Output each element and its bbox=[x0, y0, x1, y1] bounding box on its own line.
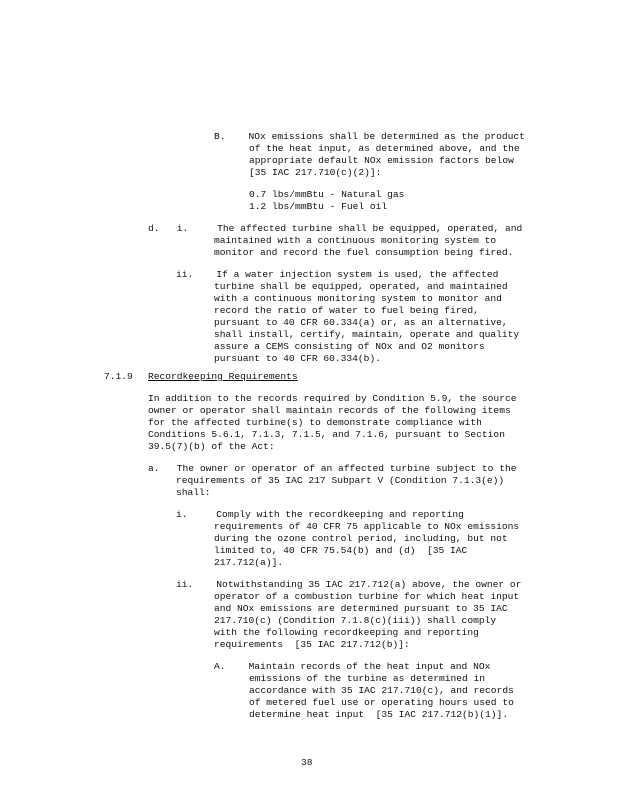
text-line: 39.5(7)(b) of the Act: bbox=[148, 441, 275, 452]
text-line: requirements of 40 CFR 75 applicable to NOx emissions bbox=[214, 521, 520, 532]
text-line: i. Comply with the recordkeeping and reporting bbox=[176, 509, 464, 520]
text-line: requirements [35 IAC 217.712(b)]: bbox=[214, 639, 410, 650]
text-line: of the heat input, as determined above, and the bbox=[249, 143, 520, 154]
section-heading: Recordkeeping Requirements bbox=[148, 371, 298, 382]
text-line: with the following recordkeeping and reporting bbox=[214, 627, 479, 638]
text-line: record the ratio of water to fuel being fired, bbox=[214, 305, 479, 316]
text-line: operator of a combustion turbine for which heat input bbox=[214, 591, 520, 602]
text-line: pursuant to 40 CFR 60.334(a) or, as an alternative, bbox=[214, 317, 508, 328]
text-line: ii. If a water injection system is used, the affected bbox=[176, 269, 499, 280]
text-line: and NOx emissions are determined pursuant to 35 IAC bbox=[214, 603, 508, 614]
text-line: 217.710(c) (Condition 7.1.8(c)(iii)) shall comply bbox=[214, 615, 497, 626]
text-line: requirements of 35 IAC 217 Subpart V (Condition 7.1.3(e)) bbox=[176, 475, 505, 486]
text-line: pursuant to 40 CFR 60.334(b). bbox=[214, 353, 381, 364]
text-line: for the affected turbine(s) to demonstrate compliance with bbox=[148, 417, 482, 428]
text-line: Conditions 5.6.1, 7.1.3, 7.1.5, and 7.1.6, pursuant to Section bbox=[148, 429, 505, 440]
text-line: appropriate default NOx emission factors below bbox=[249, 155, 514, 166]
text-line: limited to, 40 CFR 75.54(b) and (d) [35 IAC bbox=[214, 545, 468, 556]
text-line: In addition to the records required by Condition 5.9, the source bbox=[148, 393, 517, 404]
page-number: 38 bbox=[301, 757, 313, 768]
text-line: a. The owner or operator of an affected turbine subject to the bbox=[148, 463, 517, 474]
text-line: determine heat input [35 IAC 217.712(b)(1)]. bbox=[249, 709, 509, 720]
text-line: with a continuous monitoring system to monitor and bbox=[214, 293, 502, 304]
text-line: d. i. The affected turbine shall be equipped, operated, and bbox=[148, 223, 523, 234]
text-line: during the ozone control period, including, but not bbox=[214, 533, 508, 544]
text-line: 0.7 lbs/mmBtu - Natural gas bbox=[249, 189, 405, 200]
text-line: emissions of the turbine as determined in bbox=[249, 673, 486, 684]
text-line: B. NOx emissions shall be determined as the product bbox=[214, 131, 525, 142]
text-line: monitor and record the fuel consumption being fired. bbox=[214, 247, 514, 258]
text-line: shall: bbox=[176, 487, 211, 498]
text-line: maintained with a continuous monitoring system to bbox=[214, 235, 497, 246]
text-line: assure a CEMS consisting of NOx and O2 monitors bbox=[214, 341, 485, 352]
text-line: of metered fuel use or operating hours used to bbox=[249, 697, 514, 708]
text-line: [35 IAC 217.710(c)(2)]: bbox=[249, 167, 382, 178]
text-line: A. Maintain records of the heat input and NOx bbox=[214, 661, 491, 672]
text-line: turbine shall be equipped, operated, and maintained bbox=[214, 281, 508, 292]
text-line: 1.2 lbs/mmBtu - Fuel oil bbox=[249, 201, 388, 212]
section-number: 7.1.9 bbox=[104, 371, 133, 382]
text-line: owner or operator shall maintain records of the following items bbox=[148, 405, 511, 416]
text-line: accordance with 35 IAC 217.710(c), and records bbox=[249, 685, 514, 696]
text-line: shall install, certify, maintain, operate and quality bbox=[214, 329, 520, 340]
text-line: ii. Notwithstanding 35 IAC 217.712(a) above, the owner or bbox=[176, 579, 522, 590]
text-line: 217.712(a)]. bbox=[214, 557, 284, 568]
